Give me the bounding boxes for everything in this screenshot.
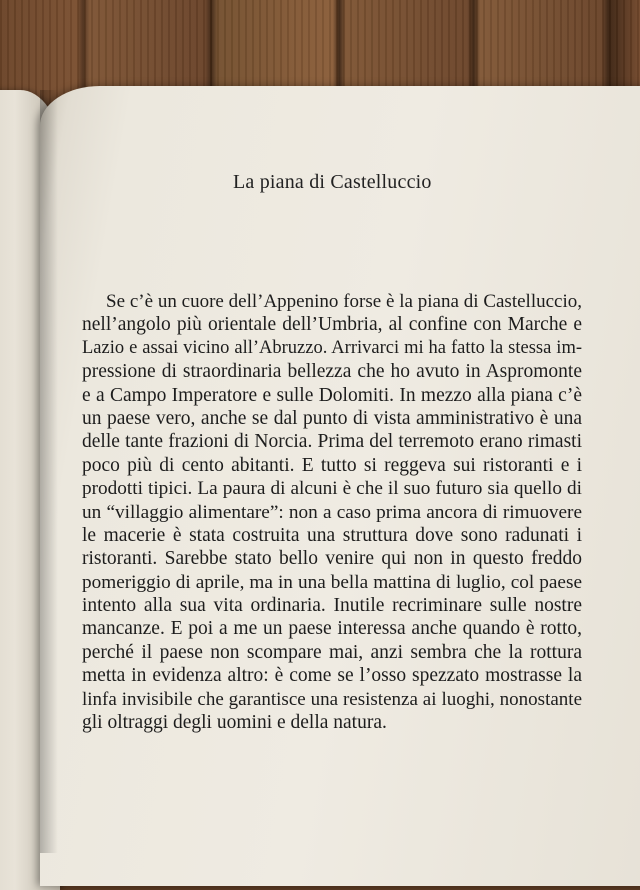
text-line: mancanze. E poi a me un paese interessa anche quando è rotto, (82, 618, 582, 640)
text-line: Se c’è un cuore dell’Appenino forse è la piana di Castelluccio, (106, 291, 582, 312)
body-paragraph (82, 290, 582, 734)
text-line: un paese vero, anche se dal punto di vista amministrativo è una (82, 407, 582, 429)
text-line: Lazio e assai vicino all’Abruzzo. Arrivarci mi ha fatto la stessa im- (82, 337, 582, 358)
text-line: un “villaggio alimentare”: non a caso prima ancora di rimuovere (82, 501, 582, 523)
chapter-title: La piana di Castelluccio (233, 171, 432, 193)
text-line: le macerie è stata costruita una struttura dove sono radunati i (82, 524, 582, 546)
text-line: metta in evidenza altro: è come se l’osso spezzato mostrasse la (82, 665, 582, 687)
text-line: pressione di straordinaria bellezza che ho avuto in Aspromonte (82, 361, 582, 383)
text-line: e a Campo Imperatore e sulle Dolomiti. In mezzo alla piana c’è (82, 384, 582, 406)
page-gutter-shadow (40, 90, 58, 853)
text-line: ristoranti. Sarebbe stato bello venire qui non in questo freddo (82, 548, 582, 570)
text-line: nell’angolo più orientale dell’Umbria, al confine con Marche e (82, 314, 582, 336)
text-line: prodotti tipici. La paura di alcuni è che il suo futuro sia quello di (82, 478, 582, 500)
text-line: delle tante frazioni di Norcia. Prima del terremoto erano rimasti (82, 431, 582, 453)
text-line: poco più di cento abitanti. E tutto si reggeva sui ristoranti e i (82, 454, 582, 476)
text-line: gli oltraggi degli uomini e della natura. (82, 712, 387, 734)
text-line: pomeriggio di aprile, ma in una bella mattina di luglio, col paese (82, 571, 582, 593)
text-line: perché il paese non scompare mai, anzi sembra che la rottura (82, 641, 582, 663)
text-line: intento alla sua vita ordinaria. Inutile recriminare sulle nostre (82, 595, 582, 617)
text-line: linfa invisibile che garantisce una resistenza ai luoghi, nonostante (82, 688, 582, 710)
